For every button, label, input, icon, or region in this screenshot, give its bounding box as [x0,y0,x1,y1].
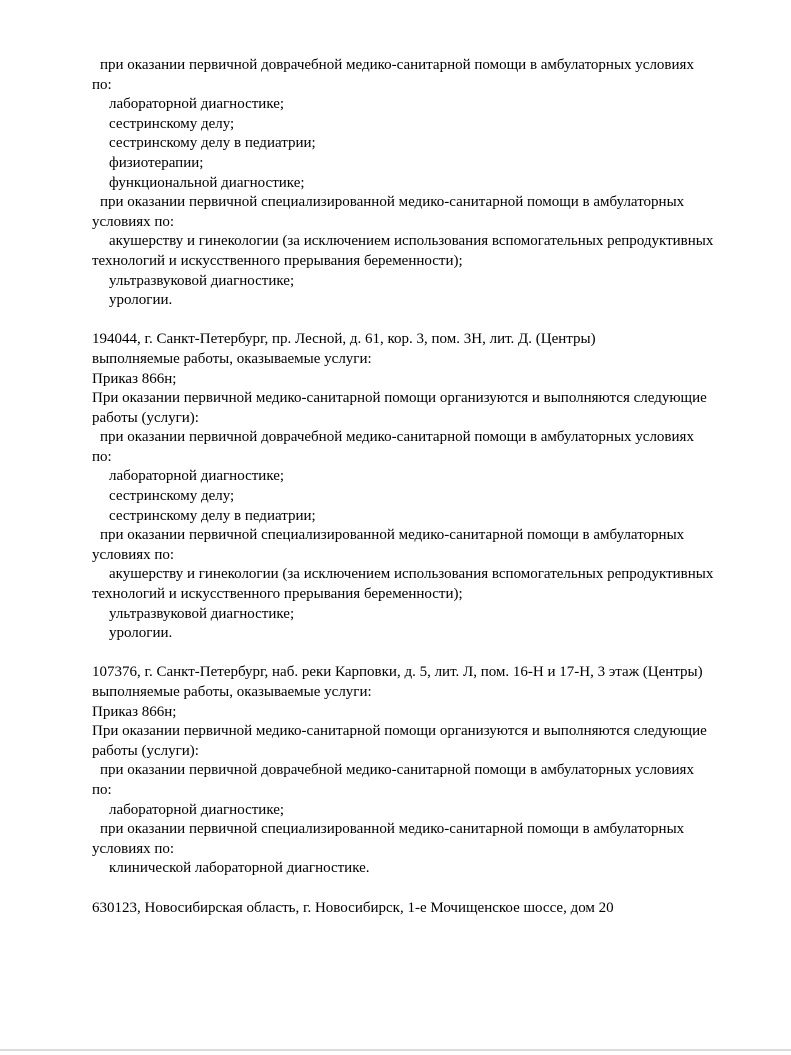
document-line: сестринскому делу; [109,488,235,505]
document-line: 107376, г. Санкт-Петербург, наб. реки Карповки, д. 5, лит. Л, пом. 16-Н и 17-Н, 3 этаж (Центры) [92,664,703,681]
document-line: физиотерапии; [109,154,204,171]
document-line: При оказании первичной медико-санитарной помощи организуются и выполняются следующие [92,723,707,740]
bottom-divider [0,1049,791,1051]
document-line: При оказании первичной медико-санитарной помощи организуются и выполняются следующие [92,390,707,407]
text-section [92,899,761,919]
document-line: сестринскому делу в педиатрии; [109,507,316,524]
text-section [92,330,761,644]
document-line: условиях по: [92,546,175,563]
document-line: при оказании первичной доврачебной медико-санитарной помощи в амбулаторных условиях [100,429,694,446]
section-spacer [92,879,761,899]
document-line: Приказ 866н; [92,703,177,720]
document-line: акушерству и гинекологии (за исключением использования вспомогательных репродуктивных [109,566,714,583]
document-body [92,56,761,918]
document-line: условиях по: [92,840,175,857]
document-line: функциональной диагностике; [109,174,305,191]
document-line: технологий и искусственного прерывания беременности); [92,252,463,269]
section-spacer [92,644,761,664]
document-line: при оказании первичной доврачебной медико-санитарной помощи в амбулаторных условиях [100,762,694,779]
document-line: 630123, Новосибирская область, г. Новосибирск, 1-е Мочищенское шоссе, дом 20 [92,899,614,916]
document-line: по: [92,448,112,465]
document-line: ультразвуковой диагностике; [109,272,295,289]
document-line: при оказании первичной специализированной медико-санитарной помощи в амбулаторных [100,821,685,838]
document-line: условиях по: [92,213,175,230]
document-line: работы (услуги): [92,409,199,426]
document-line: при оказании первичной специализированной медико-санитарной помощи в амбулаторных [100,194,685,211]
document-line: акушерству и гинекологии (за исключением использования вспомогательных репродуктивных [109,233,714,250]
document-page [92,56,761,918]
document-line: при оказании первичной специализированной медико-санитарной помощи в амбулаторных [100,527,685,544]
document-line: технологий и искусственного прерывания беременности); [92,586,463,603]
document-line: по: [92,781,112,798]
document-line: урологии. [109,292,173,309]
text-section [92,56,761,311]
text-section [92,663,761,879]
document-line: при оказании первичной доврачебной медико-санитарной помощи в амбулаторных условиях [100,57,694,73]
document-line: выполняемые работы, оказываемые услуги: [92,684,372,700]
document-line: лабораторной диагностике; [109,801,285,818]
section-spacer [92,311,761,331]
document-line: работы (услуги): [92,742,199,759]
document-line: урологии. [109,625,173,642]
document-line: ультразвуковой диагностике; [109,605,295,622]
document-line: сестринскому делу; [109,115,235,132]
document-line: лабораторной диагностике; [109,468,285,485]
document-line: сестринскому делу в педиатрии; [109,135,316,152]
document-line: 194044, г. Санкт-Петербург, пр. Лесной, д. 61, кор. 3, пом. 3Н, лит. Д. (Центры) [92,331,596,348]
document-line: лабораторной диагностике; [109,96,285,113]
document-line: клинической лабораторной диагностике. [109,860,370,877]
document-line: Приказ 866н; [92,370,177,387]
document-line: выполняемые работы, оказываемые услуги: [92,350,372,367]
document-line: по: [92,76,112,93]
